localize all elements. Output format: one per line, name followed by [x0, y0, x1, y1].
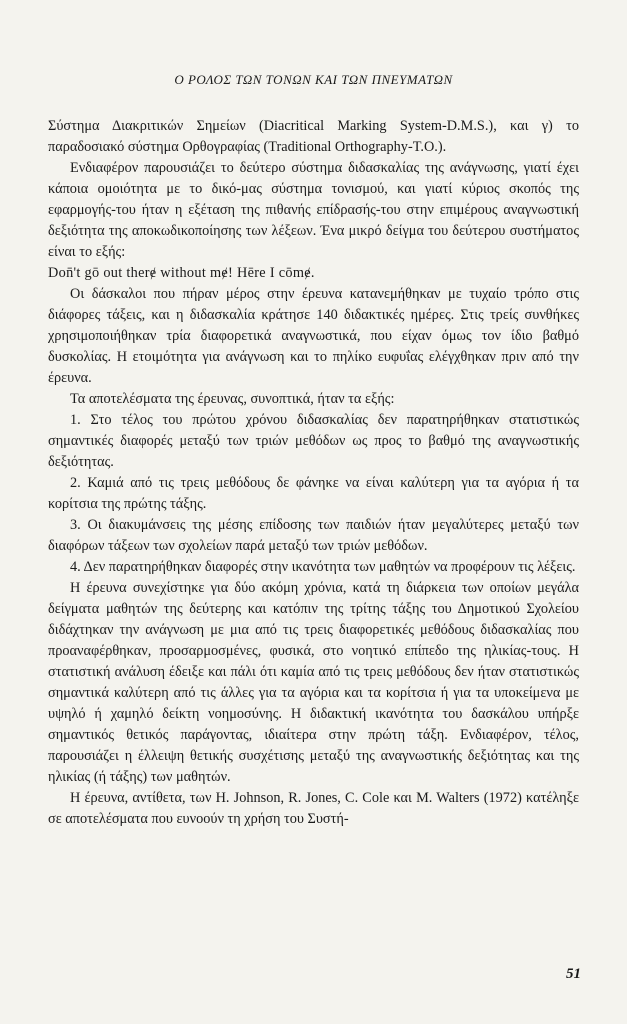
paragraph: Οι δάσκαλοι που πήραν μέρος στην έρευνα κατανεμήθηκαν με τυχαίο τρόπο στις διάφορες τάξεις, και η διδασκαλία κράτησε 140 διδακτικές ημέρες. Στις τρείς συνθήκες χρησιμοποιήθηκαν τρία διαφορετικά αναγνωστικά, που είχαν όμως τον ίδιο βαθμό δυσκολίας. Η ετοιμότητα για ανάγνωση και το πηλίκο ευφυΐας ελέγχθηκαν πριν από την έρευνα. — [48, 286, 579, 386]
body-text — [48, 116, 579, 830]
page-number: 51 — [566, 966, 581, 982]
list-item: 1. Στο τέλος του πρώτου χρόνου διδασκαλίας δεν παρατηρήθηκαν στατιστικώς σημαντικές διαφορές μεταξύ των τριών μεθόδων ως προς το βαθμό της αναγνωστικής δεξιότητας. — [48, 412, 579, 470]
list-item: 2. Καμιά από τις τρεις μεθόδους δε φάνηκε να είναι καλύτερη για τα αγόρια ή τα κορίτσια της πρώτης τάξης. — [48, 475, 579, 512]
paragraph: Η έρευνα συνεχίστηκε για δύο ακόμη χρόνια, κατά τη διάρκεια των οποίων μεγάλα δείγματα μαθητών της δεύτερης και κατόπιν της τρίτης τάξης του Δημοτικού Σχολείου διδάχτηκαν την ανάγνωση με μια από τις τρεις διαφορετικές μεθόδους διδασκαλίας που προαναφέρθηκαν, προσαρμοσμένες, φυσικά, στο νοητικό επίπεδο της ηλικίας-τους. Η στατιστική ανάλυση έδειξε και πάλι ότι καμία από τις τρεις μεθόδους δεν ήταν στατιστικώς σημαντικά καλύτερη από τις άλλες για τα αγόρια και τα κορίτσια ή για τα υποκείμενα με υψηλό ή χαμηλό δείκτη νοημοσύνης. Η διδακτική ικανότητα του δασκάλου υπήρξε σημαντικός θετικός παράγοντας, ιδιαίτερα στην πρώτη τάξη. Ενδιαφέρον, τέλος, παρουσιάζει η έλλειψη θετικής συσχέτισης μεταξύ της αναγνωστικής δεξιότητας και της ηλικίας (ή τάξης) των μαθητών. — [48, 580, 579, 785]
paragraph: Τα αποτελέσματα της έρευνας, συνοπτικά, ήταν τα εξής: — [70, 391, 395, 407]
list-item: 4. Δεν παρατηρήθηκαν διαφορές στην ικανότητα των μαθητών να προφέρουν τις λέξεις. — [70, 559, 576, 575]
example-line: Don̄'t gō out therɇ without mɇ! Hēre I cōmɇ. — [48, 265, 315, 281]
paragraph: Ενδιαφέρον παρουσιάζει το δεύτερο σύστημα διδασκαλίας της ανάγνωσης, γιατί έχει κάποια ομοιότητα με το δικό-μας σύστημα τονισμού, και γιατί κύριος σκοπός της εφαρμογής-του ήταν η εξέταση της πιθανής επίδρασής-του στην επιμέρους αναγνωστική δεξιότητα της αποκωδικοποίησης των λέξεων. Ένα μικρό δείγμα του δεύτερου συστήματος είναι το εξής: — [48, 160, 579, 260]
list-item: 3. Οι διακυμάνσεις της μέσης επίδοσης των παιδιών ήταν μεγαλύτερες μεταξύ των διαφόρων τάξεων των σχολείων παρά μεταξύ των τριών μεθόδων. — [48, 517, 579, 554]
paragraph: Η έρευνα, αντίθετα, των H. Johnson, R. Jones, C. Cole και M. Walters (1972) κατέληξε σε αποτελέσματα που ευνοούν τη χρήση του Συστή- — [48, 790, 579, 827]
paragraph: Σύστημα Διακριτικών Σημείων (Diacritical Marking System-D.M.S.), και γ) το παραδοσιακό σύστημα Ορθογραφίας (Traditional Orthography-T.O.). — [48, 118, 579, 155]
running-title: Ο ΡΟΛΟΣ ΤΩΝ ΤΟΝΩΝ ΚΑΙ ΤΩΝ ΠΝΕΥΜΑΤΩΝ — [174, 72, 453, 87]
